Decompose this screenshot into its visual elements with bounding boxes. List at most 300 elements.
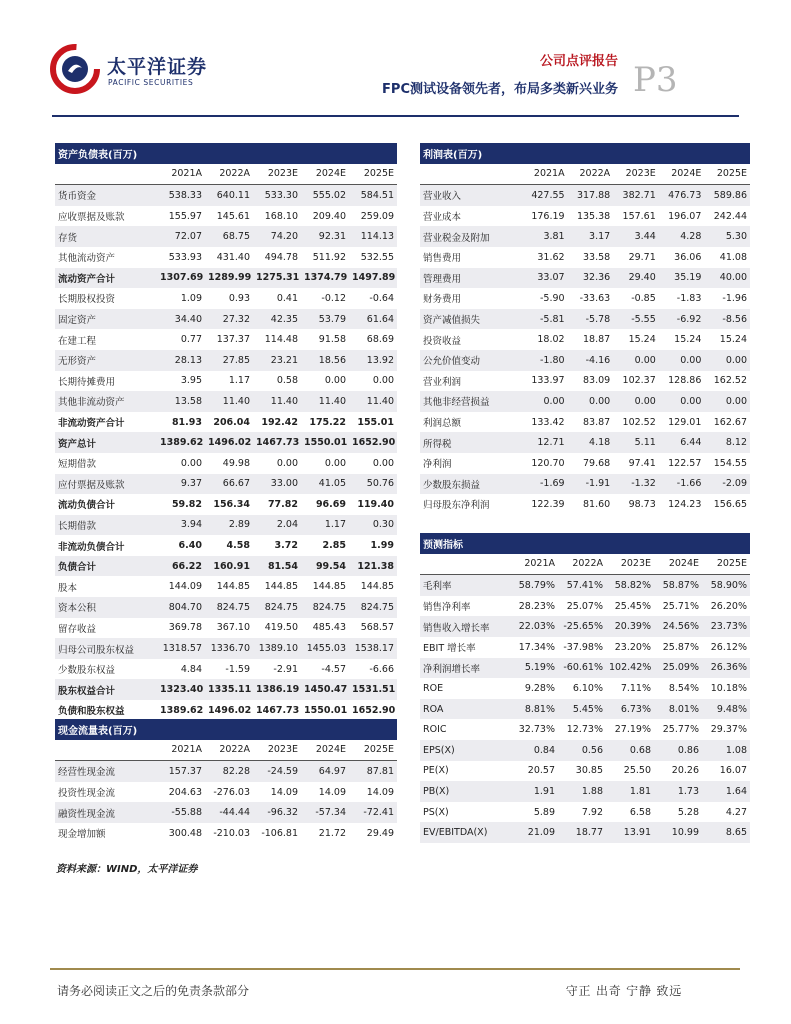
value-cell: -72.41 <box>349 802 397 823</box>
year-header: 2024E <box>301 164 349 185</box>
value-cell: -5.81 <box>522 309 568 330</box>
row-label: 股本 <box>58 582 78 594</box>
value-cell: 66.67 <box>205 474 253 495</box>
value-cell: 6.73% <box>606 699 654 720</box>
table-row <box>55 288 397 309</box>
row-label: EPS(X) <box>420 740 510 761</box>
table-title-row <box>55 719 397 740</box>
header-empty-cell <box>55 164 157 185</box>
row-label: ROE <box>423 682 444 694</box>
value-cell: -1.80 <box>522 350 568 371</box>
value-cell: -1.32 <box>613 474 659 495</box>
value-cell: 14.09 <box>366 786 394 798</box>
value-cell: 92.31 <box>301 226 349 247</box>
table-row <box>55 453 397 474</box>
table-title-row <box>55 143 397 164</box>
value-cell: -4.57 <box>321 663 346 675</box>
value-cell: 25.77% <box>662 724 699 736</box>
value-cell: 0.68 <box>606 740 654 761</box>
row-label: 销售收入增长率 <box>420 616 510 637</box>
value-cell: -210.03 <box>213 827 250 839</box>
value-cell: -2.91 <box>273 663 298 675</box>
value-cell: 155.97 <box>168 210 202 222</box>
table-row <box>55 556 397 577</box>
value-cell: 11.40 <box>253 391 301 412</box>
value-cell: 5.11 <box>613 432 659 453</box>
value-cell: 145.61 <box>216 210 250 222</box>
value-cell: 242.44 <box>713 210 747 222</box>
value-cell: 102.52 <box>622 416 656 428</box>
footer-divider <box>50 968 740 970</box>
value-cell: -6.92 <box>659 309 705 330</box>
table-row <box>55 802 397 823</box>
value-cell: 83.87 <box>582 416 611 428</box>
value-cell: 4.27 <box>725 806 747 818</box>
value-cell: -96.32 <box>253 802 301 823</box>
value-cell: 0.00 <box>704 391 750 412</box>
table-row <box>55 700 397 721</box>
value-cell: 32.36 <box>568 268 614 289</box>
value-cell: 15.24 <box>719 334 747 346</box>
row-label: 现金增加额 <box>58 829 106 841</box>
value-cell: 30.85 <box>575 765 603 777</box>
value-cell: 1289.99 <box>205 268 253 289</box>
row-label: 利润总额 <box>423 418 462 430</box>
value-cell: 12.73% <box>566 724 603 736</box>
year-header: 2021A <box>157 164 205 185</box>
year-header: 2021A <box>510 554 558 575</box>
table-row <box>55 638 397 659</box>
year-header: 2022A <box>558 554 606 575</box>
value-cell: 0.93 <box>228 292 250 304</box>
value-cell: 2.89 <box>205 515 253 536</box>
value-cell: -44.44 <box>205 802 253 823</box>
row-label: 货币资金 <box>55 185 157 206</box>
row-label: EBIT 增长率 <box>423 643 476 655</box>
table-row <box>55 761 397 782</box>
row-label: 其他非流动资产 <box>55 391 157 412</box>
value-cell: 9.37 <box>157 474 205 495</box>
value-cell: 11.40 <box>205 391 253 412</box>
value-cell: 1496.02 <box>208 704 252 716</box>
value-cell: 82.28 <box>205 761 253 782</box>
value-cell: 0.00 <box>324 457 346 469</box>
value-cell: 1450.47 <box>301 679 349 700</box>
value-cell: 589.86 <box>704 185 750 206</box>
value-cell: 26.20% <box>710 600 747 612</box>
value-cell: 29.71 <box>628 251 656 263</box>
header-divider <box>52 115 739 117</box>
value-cell: 1389.62 <box>160 704 204 716</box>
table-row <box>420 802 750 823</box>
year-header: 2024E <box>659 164 705 185</box>
table-title-row <box>420 533 750 554</box>
row-label: 非流动资产合计 <box>58 418 125 430</box>
value-cell: 206.04 <box>213 416 250 428</box>
value-cell: 20.39% <box>606 616 654 637</box>
value-cell: 81.54 <box>253 556 301 577</box>
value-cell: 533.93 <box>168 251 202 263</box>
value-cell: 9.48% <box>702 699 750 720</box>
value-cell: 204.63 <box>168 786 202 798</box>
value-cell: 97.41 <box>628 457 656 469</box>
table-row <box>55 782 397 803</box>
value-cell: 144.85 <box>312 581 346 593</box>
value-cell: 156.34 <box>213 498 250 510</box>
value-cell: 34.40 <box>157 309 205 330</box>
value-cell: 1.91 <box>510 781 558 802</box>
forecast-indicators-table <box>420 533 750 843</box>
value-cell: 0.30 <box>349 515 397 536</box>
table-row <box>420 637 750 658</box>
value-cell: 91.58 <box>318 334 346 346</box>
table-row <box>420 309 750 330</box>
value-cell: 162.52 <box>713 375 747 387</box>
table-title: 利润表(百万) <box>420 143 750 164</box>
table-row <box>420 740 750 761</box>
value-cell: 13.58 <box>157 391 205 412</box>
value-cell: 22.03% <box>510 616 558 637</box>
row-label: 负债合计 <box>55 556 157 577</box>
value-cell: 5.30 <box>704 226 750 247</box>
year-header: 2025E <box>349 740 397 761</box>
value-cell: 160.91 <box>205 556 253 577</box>
report-type: 公司点评报告 <box>539 54 618 69</box>
value-cell: 382.71 <box>613 185 659 206</box>
value-cell: 824.75 <box>301 597 349 618</box>
value-cell: -0.12 <box>321 292 346 304</box>
value-cell: 1.09 <box>180 292 202 304</box>
row-label: PE(X) <box>423 765 449 777</box>
value-cell: 1386.19 <box>253 679 301 700</box>
value-cell: 18.87 <box>582 334 611 346</box>
row-label: 营业收入 <box>420 185 522 206</box>
value-cell: 824.75 <box>205 597 253 618</box>
value-cell: 133.42 <box>531 416 565 428</box>
table-row <box>420 371 750 392</box>
table-title: 资产负债表(百万) <box>55 143 397 164</box>
row-label: 长期待摊费用 <box>58 376 116 388</box>
value-cell: 3.44 <box>613 226 659 247</box>
row-label: 销售净利率 <box>423 602 471 614</box>
page-number: P3 <box>633 60 678 100</box>
table-row <box>55 659 397 680</box>
value-cell: 533.30 <box>253 185 301 206</box>
table-row <box>55 474 397 495</box>
value-cell: 124.23 <box>668 498 702 510</box>
value-cell: 11.40 <box>349 391 397 412</box>
row-label: 应收票据及账款 <box>58 212 125 224</box>
value-cell: 42.35 <box>253 309 301 330</box>
value-cell: 431.40 <box>216 251 250 263</box>
row-label: 投资收益 <box>423 335 462 347</box>
value-cell: 28.23% <box>518 600 555 612</box>
value-cell: -60.61% <box>558 658 606 679</box>
value-cell: 102.37 <box>622 375 656 387</box>
value-cell: 584.51 <box>349 185 397 206</box>
table-row <box>420 616 750 637</box>
value-cell: 8.01% <box>654 699 702 720</box>
value-cell: 4.18 <box>568 432 614 453</box>
value-cell: 0.00 <box>324 375 346 387</box>
table-row <box>420 432 750 453</box>
value-cell: 58.87% <box>654 575 702 596</box>
value-cell: 29.49 <box>366 827 394 839</box>
table-row <box>420 781 750 802</box>
value-cell: 13.91 <box>606 822 654 843</box>
value-cell: 122.57 <box>668 457 702 469</box>
value-cell: 137.37 <box>216 334 250 346</box>
value-cell: 6.44 <box>659 432 705 453</box>
value-cell: 10.99 <box>654 822 702 843</box>
value-cell: 11.40 <box>301 391 349 412</box>
year-header: 2021A <box>522 164 568 185</box>
value-cell: 3.81 <box>522 226 568 247</box>
value-cell: 568.57 <box>360 622 394 634</box>
value-cell: 25.87% <box>662 641 699 653</box>
value-cell: 61.64 <box>349 309 397 330</box>
value-cell: 14.09 <box>270 786 298 798</box>
value-cell: 0.00 <box>568 391 614 412</box>
value-cell: 41.08 <box>719 251 747 263</box>
value-cell: 0.00 <box>522 391 568 412</box>
value-cell: 157.61 <box>622 210 656 222</box>
value-cell: -5.78 <box>568 309 614 330</box>
value-cell: 33.00 <box>253 474 301 495</box>
value-cell: -1.96 <box>722 292 747 304</box>
table-row <box>420 474 750 495</box>
table-row <box>55 432 397 453</box>
value-cell: 0.00 <box>180 457 202 469</box>
table-row <box>55 185 397 206</box>
value-cell: 1455.03 <box>301 638 349 659</box>
row-label: 资产减值损失 <box>420 309 522 330</box>
value-cell: 81.60 <box>582 498 611 510</box>
table-row <box>420 350 750 371</box>
value-cell: -4.16 <box>568 350 614 371</box>
value-cell: 532.55 <box>360 251 394 263</box>
row-label: 所得税 <box>420 432 522 453</box>
value-cell: 144.85 <box>216 581 250 593</box>
cash-flow-table <box>55 719 397 844</box>
value-cell: 3.94 <box>157 515 205 536</box>
value-cell: 1531.51 <box>349 679 397 700</box>
value-cell: 83.09 <box>582 375 611 387</box>
row-label: 存货 <box>55 226 157 247</box>
value-cell: 120.70 <box>531 457 565 469</box>
value-cell: 1335.11 <box>205 679 253 700</box>
value-cell: 1.88 <box>558 781 606 802</box>
value-cell: 419.50 <box>264 622 298 634</box>
value-cell: 0.00 <box>276 457 298 469</box>
value-cell: 192.42 <box>261 416 298 428</box>
value-cell: 28.13 <box>157 350 205 371</box>
table-row <box>420 761 750 782</box>
table-row <box>55 494 397 515</box>
value-cell: 0.41 <box>276 292 298 304</box>
value-cell: 0.56 <box>558 740 606 761</box>
value-cell: 196.07 <box>668 210 702 222</box>
value-cell: 1389.10 <box>253 638 301 659</box>
value-cell: 74.20 <box>253 226 301 247</box>
row-label: 营业利润 <box>423 376 462 388</box>
year-header: 2023E <box>253 740 301 761</box>
value-cell: 157.37 <box>157 761 205 782</box>
pacific-securities-logo-icon <box>50 44 100 94</box>
value-cell: 14.09 <box>318 786 346 798</box>
value-cell: 154.55 <box>713 457 747 469</box>
value-cell: 77.82 <box>267 498 298 510</box>
value-cell: 1.64 <box>702 781 750 802</box>
value-cell: 2.04 <box>253 515 301 536</box>
value-cell: 144.85 <box>264 581 298 593</box>
value-cell: 50.76 <box>349 474 397 495</box>
row-label: PB(X) <box>420 781 510 802</box>
value-cell: -57.34 <box>301 802 349 823</box>
value-cell: 53.79 <box>301 309 349 330</box>
value-cell: 317.88 <box>568 185 614 206</box>
year-header: 2023E <box>613 164 659 185</box>
value-cell: 156.65 <box>713 498 747 510</box>
value-cell: -1.59 <box>225 663 250 675</box>
value-cell: 13.92 <box>349 350 397 371</box>
value-cell: 9.28% <box>524 682 555 694</box>
table-row <box>55 515 397 536</box>
row-label: 营业成本 <box>423 212 462 224</box>
table-row <box>420 678 750 699</box>
year-header-row <box>55 740 397 761</box>
table-row <box>55 576 397 597</box>
value-cell: 0.00 <box>659 350 705 371</box>
table-row <box>420 494 750 515</box>
value-cell: 8.81% <box>510 699 558 720</box>
year-header: 2023E <box>253 164 301 185</box>
value-cell: -2.09 <box>704 474 750 495</box>
table-row <box>55 535 397 556</box>
value-cell: 20.26 <box>671 765 699 777</box>
row-label: 短期借款 <box>58 459 97 471</box>
value-cell: -0.85 <box>631 292 656 304</box>
row-label: 经营性现金流 <box>55 761 157 782</box>
value-cell: 6.40 <box>178 540 202 552</box>
value-cell: 7.92 <box>581 806 603 818</box>
value-cell: 27.32 <box>205 309 253 330</box>
row-label: 财务费用 <box>423 294 462 306</box>
value-cell: 27.19% <box>614 724 651 736</box>
value-cell: 538.33 <box>157 185 205 206</box>
value-cell: 1.08 <box>702 740 750 761</box>
year-header-row <box>55 164 397 185</box>
value-cell: -1.91 <box>568 474 614 495</box>
value-cell: 57.41% <box>558 575 606 596</box>
table-title: 预测指标 <box>420 533 750 554</box>
value-cell: 33.07 <box>522 268 568 289</box>
row-label: 销售费用 <box>423 253 462 265</box>
value-cell: 1550.01 <box>301 432 349 453</box>
income-statement-table <box>420 143 750 515</box>
value-cell: 25.09% <box>654 658 702 679</box>
row-label: 无形资产 <box>55 350 157 371</box>
row-label: 在建工程 <box>58 335 97 347</box>
value-cell: 1652.90 <box>349 432 397 453</box>
value-cell: 1496.02 <box>205 432 253 453</box>
value-cell: 6.10% <box>572 682 603 694</box>
value-cell: 511.92 <box>312 251 346 263</box>
value-cell: 87.81 <box>349 761 397 782</box>
value-cell: 21.72 <box>318 827 346 839</box>
value-cell: -8.56 <box>704 309 750 330</box>
value-cell: 5.28 <box>677 806 699 818</box>
value-cell: -0.64 <box>369 292 394 304</box>
value-cell: 6.58 <box>629 806 651 818</box>
value-cell: 0.84 <box>510 740 558 761</box>
row-label: 少数股东损益 <box>420 474 522 495</box>
row-label: 非流动负债合计 <box>58 541 125 553</box>
table-row <box>55 391 397 412</box>
disclaimer-text: 请务必阅读正文之后的免责条款部分 <box>57 984 250 998</box>
logo-english-name: PACIFIC SECURITIES <box>108 78 194 87</box>
table-row <box>420 412 750 433</box>
value-cell: 23.73% <box>702 616 750 637</box>
value-cell: 1467.73 <box>256 704 300 716</box>
value-cell: 68.69 <box>366 334 394 346</box>
value-cell: 5.45% <box>558 699 606 720</box>
value-cell: 8.65 <box>702 822 750 843</box>
row-label: 毛利率 <box>420 575 510 596</box>
value-cell: 24.56% <box>654 616 702 637</box>
year-header: 2023E <box>606 554 654 575</box>
value-cell: 122.39 <box>531 498 565 510</box>
value-cell: 1389.62 <box>157 432 205 453</box>
value-cell: 367.10 <box>216 622 250 634</box>
row-label: 其他流动资产 <box>58 253 116 265</box>
value-cell: 26.12% <box>710 641 747 653</box>
table-row <box>55 618 397 639</box>
row-label: 资本公积 <box>55 597 157 618</box>
value-cell: 15.24 <box>674 334 702 346</box>
value-cell: 0.58 <box>276 375 298 387</box>
value-cell: 8.54% <box>668 682 699 694</box>
value-cell: -25.65% <box>558 616 606 637</box>
value-cell: 1.99 <box>370 540 394 552</box>
value-cell: 12.71 <box>522 432 568 453</box>
row-label: 其他非经营损益 <box>420 391 522 412</box>
value-cell: 1275.31 <box>253 268 301 289</box>
value-cell: 5.19% <box>510 658 558 679</box>
row-label: 净利润增长率 <box>420 658 510 679</box>
row-label: 流动负债合计 <box>58 500 116 512</box>
year-header: 2025E <box>349 164 397 185</box>
table-row <box>55 226 397 247</box>
value-cell: 0.77 <box>180 334 202 346</box>
company-motto: 守正 出奇 宁静 致远 <box>565 984 682 998</box>
table-row <box>55 206 397 227</box>
company-logo <box>50 44 210 94</box>
value-cell: -5.55 <box>613 309 659 330</box>
value-cell: 804.70 <box>157 597 205 618</box>
table-row <box>420 699 750 720</box>
value-cell: 1374.79 <box>301 268 349 289</box>
value-cell: 0.00 <box>704 350 750 371</box>
value-cell: 121.38 <box>349 556 397 577</box>
value-cell: 1652.90 <box>352 704 396 716</box>
row-label: ROIC <box>423 724 447 736</box>
row-label: 归母股东净利润 <box>423 500 490 512</box>
row-label: 少数股东权益 <box>58 665 116 677</box>
year-header: 2025E <box>702 554 750 575</box>
row-label: EV/EBITDA(X) <box>420 822 510 843</box>
table-row <box>55 412 397 433</box>
